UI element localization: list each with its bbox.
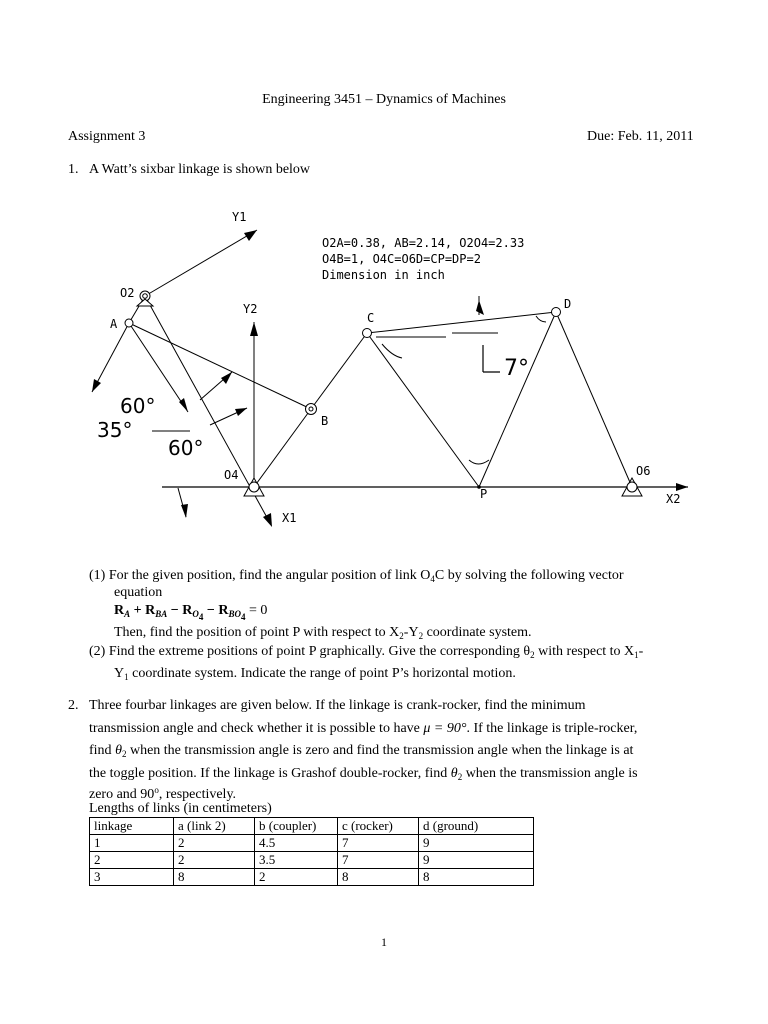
q1-part2-line1: (2) Find the extreme positions of point P graphically. Give the corresponding $\theta_2$ with respect to $X_1-$	[89, 644, 644, 660]
table-header: b (coupler)	[255, 818, 338, 835]
label-p: P	[480, 487, 488, 501]
table-caption: Lengths of links (in centimeters)	[89, 801, 272, 816]
x1-arrow-icon	[263, 513, 272, 527]
link-do6	[556, 312, 632, 487]
table-cell: 8	[174, 869, 255, 886]
label-x1: X1	[282, 511, 297, 525]
table-row	[90, 869, 534, 886]
label-y2: Y2	[243, 302, 258, 316]
table-cell: 2	[255, 869, 338, 886]
arrow-35b-icon	[235, 408, 247, 416]
table-cell: 1	[90, 835, 174, 852]
table-cell: 2	[174, 835, 255, 852]
dim-7-arrow-icon	[476, 300, 484, 315]
joint-a	[125, 319, 133, 327]
table-cell: 7	[338, 835, 419, 852]
label-o2: O2	[120, 286, 135, 300]
q1-intro: A Watt’s sixbar linkage is shown below	[89, 162, 311, 177]
q1-part1-line2: equation	[114, 585, 163, 600]
links-table	[89, 817, 534, 886]
watt-sixbar-figure	[0, 195, 768, 535]
table-cell: 8	[338, 869, 419, 886]
page-number: 1	[381, 935, 387, 949]
arc-c	[382, 344, 402, 358]
table-row	[90, 835, 534, 852]
x2-arrow-icon	[676, 483, 688, 491]
dim-line-2: O4B=1, O4C=O6D=CP=DP=2	[322, 252, 481, 266]
table-cell: 8	[419, 869, 534, 886]
page-title: Engineering 3451 – Dynamics of Machines	[262, 92, 506, 107]
joint-c	[363, 329, 372, 338]
q2-line1: Three fourbar linkages are given below. If the linkage is crank-rocker, find the minimum	[89, 698, 586, 713]
table-header: linkage	[90, 818, 174, 835]
q2-line2: transmission angle and check whether it is possible to have μ = 90°. If the linkage is triple-rocker,	[89, 721, 638, 736]
y1-axis	[145, 230, 257, 296]
angle-60b: 60°	[168, 436, 204, 460]
q2-line5: zero and 90$^o$, respectively.	[89, 785, 237, 802]
label-o6: O6	[636, 464, 651, 478]
q2-line4: the toggle position. If the linkage is Grashof double-rocker, find $\theta_2$ when the transmission angle is	[89, 766, 638, 782]
y2-arrow-icon	[250, 322, 258, 336]
angle-35: 35°	[97, 418, 133, 442]
link-bc	[311, 333, 367, 409]
table-cell: 3.5	[255, 852, 338, 869]
label-o4: O4	[224, 468, 239, 482]
link-o4b	[254, 409, 311, 487]
q1-part1-line1: (1) For the given position, find the angular position of link $O_4C$ by solving the following vector	[89, 568, 624, 584]
link-dp	[479, 312, 556, 487]
label-b: B	[321, 414, 329, 428]
table-cell: 7	[338, 852, 419, 869]
angle-60a: 60°	[120, 394, 156, 418]
arrow-60-icon	[92, 379, 101, 392]
ground-arrow-icon	[181, 504, 188, 518]
label-c: C	[367, 311, 375, 325]
table-header: a (link 2)	[174, 818, 255, 835]
ground-o2-icon	[137, 299, 153, 306]
q1-part1-line3: Then, find the position of point P with respect to $X_2-Y_2$ coordinate system.	[114, 625, 532, 641]
dim-line-1: O2A=0.38, AB=2.14, O2O4=2.33	[322, 236, 525, 250]
q1-number: 1.	[68, 162, 79, 177]
dim-line-3: Dimension in inch	[322, 268, 445, 282]
table-cell: 3	[90, 869, 174, 886]
link-ab	[129, 323, 311, 409]
table-header: d (ground)	[419, 818, 534, 835]
label-d: D	[564, 297, 572, 311]
table-header: c (rocker)	[338, 818, 419, 835]
link-cp	[367, 333, 479, 487]
table-cell: 2	[90, 852, 174, 869]
q1-equation: $R_A + R_{BA} - R_{O_4} - R_{BO_4} = 0$	[114, 603, 268, 622]
y1-arrow-icon	[244, 230, 257, 241]
table-cell: 4.5	[255, 835, 338, 852]
table-header-row	[90, 818, 534, 835]
arc-p	[469, 460, 489, 464]
assignment-label: Assignment 3	[68, 129, 146, 144]
q2-line3: find $\theta_2$ when the transmission angle is zero and find the transmission angle when the linkage is at	[89, 743, 634, 759]
joint-d	[552, 308, 561, 317]
q2-number: 2.	[68, 698, 79, 713]
label-a: A	[110, 317, 118, 331]
table-row	[90, 852, 534, 869]
q1-part2-line2: $Y_1$ coordinate system. Indicate the range of point P’s horizontal motion.	[114, 666, 516, 682]
label-x2: X2	[666, 492, 681, 506]
table-cell: 9	[419, 852, 534, 869]
angle-7: 7°	[504, 356, 529, 381]
link-cd	[367, 312, 556, 333]
joint-o4	[249, 482, 259, 492]
table-cell: 9	[419, 835, 534, 852]
joint-o6	[627, 482, 637, 492]
arc-d	[536, 316, 546, 322]
table-cell: 2	[174, 852, 255, 869]
arrow-35-icon	[221, 372, 232, 384]
due-date: Due: Feb. 11, 2011	[587, 129, 694, 144]
label-y1: Y1	[232, 210, 247, 224]
